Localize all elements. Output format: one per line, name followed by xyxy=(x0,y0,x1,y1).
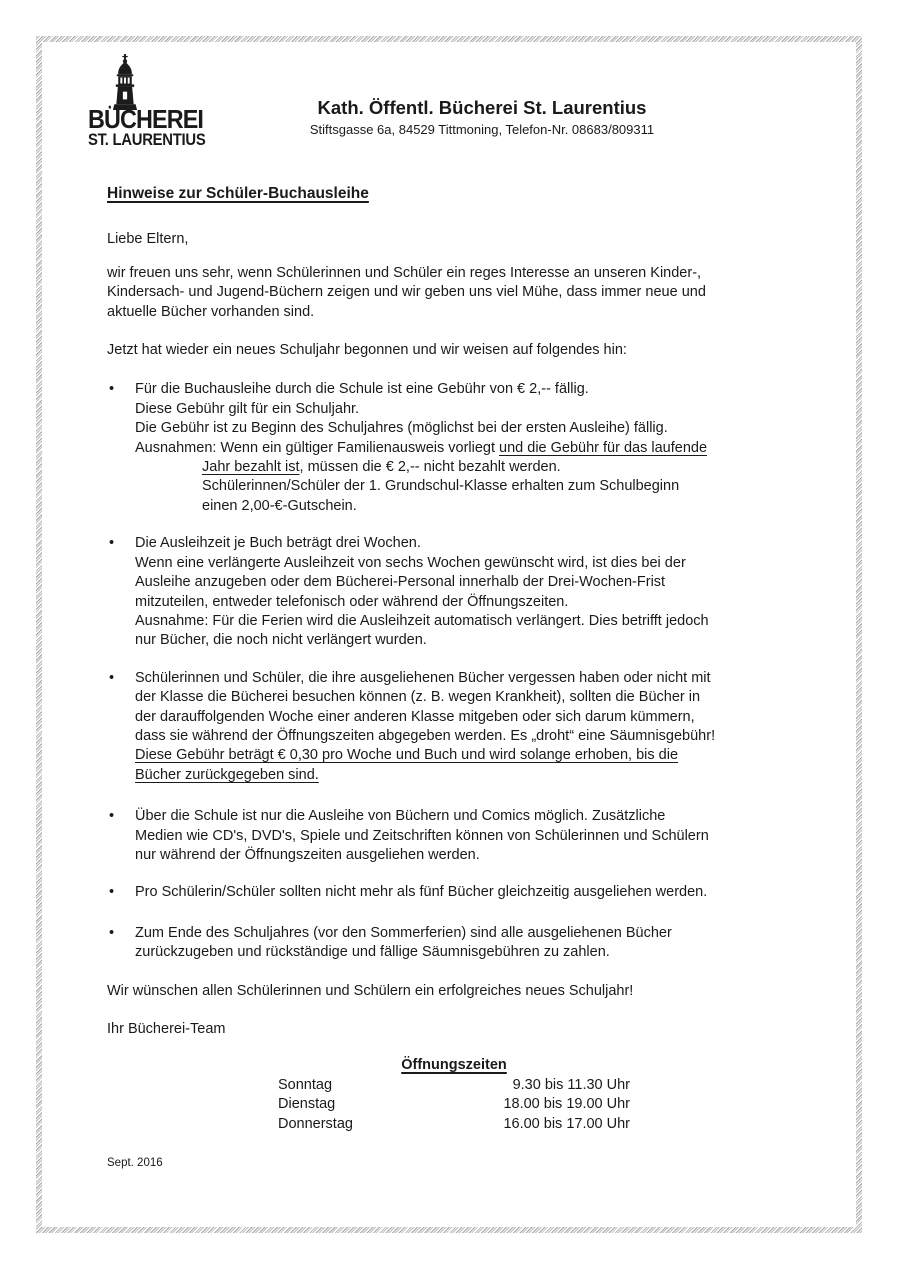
underlined-text: und die Gebühr für das laufende xyxy=(499,439,708,456)
text-run: wir freuen uns sehr, wenn Schülerinnen und Schüler ein reges Interesse an unseren Kinder-, xyxy=(107,264,702,281)
text-run: Jetzt hat wieder ein neues Schuljahr begonnen und wir weisen auf folgendes hin: xyxy=(107,342,627,359)
text-run: Schülerinnen und Schüler, die ihre ausgeliehenen Bücher vergessen haben oder nicht mit xyxy=(135,669,711,686)
text-run: , müssen die € 2,-- nicht bezahlt werden. xyxy=(299,459,561,476)
hours-day: Dienstag xyxy=(278,1096,336,1113)
opening-hours-title: Öffnungszeiten xyxy=(401,1057,507,1074)
underlined-text: Bücher zurückgegeben sind. xyxy=(135,766,319,783)
library-address: Stiftsgasse 6a, 84529 Tittmoning, Telefon-Nr. 08683/809311 xyxy=(309,122,655,137)
text-line xyxy=(202,477,807,496)
text-run: Die Gebühr ist zu Beginn des Schuljahres (möglichst bei der ersten Ausleihe) fällig. xyxy=(135,420,668,437)
text-line xyxy=(107,230,807,249)
text-line xyxy=(135,554,807,573)
hours-time: 18.00 bis 19.00 Uhr xyxy=(503,1096,630,1113)
text-line xyxy=(135,827,807,846)
text-run: der darauffolgenden Woche einer anderen Klasse mitgeben oder sich darum kümmern, xyxy=(135,708,695,725)
text-run: nur Bücher, die noch nicht verlängert wurden. xyxy=(135,632,427,649)
text-line xyxy=(107,283,807,302)
paragraph xyxy=(107,230,807,249)
text-run: Liebe Eltern, xyxy=(107,231,189,248)
letter-body xyxy=(107,184,807,1173)
text-line xyxy=(135,883,807,902)
bullet-text xyxy=(135,807,807,865)
text-run: Kindersach- und Jugend-Büchern zeigen und wir geben uns viel Mühe, dass immer neue und xyxy=(107,284,706,301)
text-line xyxy=(135,943,807,962)
paragraph xyxy=(107,341,807,360)
bullet-marker: • xyxy=(109,669,115,686)
hours-time: 9.30 bis 11.30 Uhr xyxy=(512,1076,630,1093)
text-line xyxy=(135,419,807,438)
text-run: einen 2,00-€-Gutschein. xyxy=(202,497,357,514)
text-line xyxy=(135,534,807,553)
text-run: Die Ausleihzeit je Buch beträgt drei Wochen. xyxy=(135,535,421,552)
opening-hours xyxy=(278,1056,630,1134)
text-run: mitzuteilen, entweder telefonisch oder während der Öffnungszeiten. xyxy=(135,593,569,610)
text-line xyxy=(107,264,807,283)
text-run: Zum Ende des Schuljahres (vor den Sommerferien) sind alle ausgeliehenen Bücher xyxy=(135,924,672,941)
bullet-marker: • xyxy=(109,884,115,901)
bullet-item xyxy=(107,807,807,865)
text-run: nur während der Öffnungszeiten ausgeliehen werden. xyxy=(135,846,480,863)
library-logo xyxy=(88,54,248,149)
text-line xyxy=(135,573,807,592)
paragraph xyxy=(107,264,807,322)
hours-rows xyxy=(278,1076,630,1134)
bullet-item xyxy=(107,924,807,963)
library-title: Kath. Öffentl. Bücherei St. Laurentius xyxy=(317,97,647,118)
text-run: Wir wünschen allen Schülerinnen und Schülern ein erfolgreiches neues Schuljahr! xyxy=(107,982,634,999)
text-line xyxy=(135,612,807,631)
text-line xyxy=(107,341,807,360)
bullet-text xyxy=(135,380,807,516)
hours-row xyxy=(278,1076,630,1095)
hours-time: 16.00 bis 17.00 Uhr xyxy=(503,1115,630,1132)
bullet-text xyxy=(135,534,807,650)
text-line xyxy=(135,400,807,419)
text-line xyxy=(202,458,807,477)
text-line xyxy=(107,982,807,1001)
text-run: Medien wie CD's, DVD's, Spiele und Zeitschriften können von Schülerinnen und Schülern xyxy=(135,827,709,844)
text-run: Ausnahmen: Wenn ein gültiger Familienausweis vorliegt xyxy=(135,439,500,456)
text-line xyxy=(135,766,807,785)
letter-heading: Hinweise zur Schüler-Buchausleihe xyxy=(107,185,369,202)
text-run: Diese Gebühr gilt für ein Schuljahr. xyxy=(135,400,360,417)
bullet-item xyxy=(107,883,807,902)
bullet-marker: • xyxy=(109,924,115,941)
text-line xyxy=(135,727,807,746)
underlined-text: Jahr bezahlt ist xyxy=(202,459,300,476)
text-line xyxy=(135,846,807,865)
text-run: Pro Schülerin/Schüler sollten nicht mehr als fünf Bücher gleichzeitig ausgeliehen werden. xyxy=(135,884,708,901)
hours-day: Sonntag xyxy=(278,1076,333,1093)
text-line xyxy=(135,380,807,399)
document-blocks xyxy=(107,230,807,1039)
logo-text-line1: BÜCHEREI xyxy=(88,104,204,134)
text-run: dass sie während der Öffnungszeiten abgegeben werden. Es „droht“ eine Säumnisgebühr! xyxy=(135,727,716,744)
church-tower-icon xyxy=(104,54,146,110)
text-run: Über die Schule ist nur die Ausleihe von Büchern und Comics möglich. Zusätzliche xyxy=(135,808,666,825)
text-line xyxy=(135,631,807,650)
text-line xyxy=(202,497,807,516)
text-line xyxy=(135,439,807,458)
text-run: zurückzugeben und rückständige und fällige Säumnisgebühren zu zahlen. xyxy=(135,944,610,961)
paragraph xyxy=(107,982,807,1001)
bullet-marker: • xyxy=(109,808,115,825)
text-run: Ausleihe anzugeben oder dem Bücherei-Personal innerhalb der Drei-Wochen-Frist xyxy=(135,574,666,591)
text-line xyxy=(135,746,807,765)
bullet-marker: • xyxy=(109,381,115,398)
text-line xyxy=(107,303,807,322)
hours-day: Donnerstag xyxy=(278,1115,353,1132)
bullet-item xyxy=(107,669,807,785)
text-run: Schülerinnen/Schüler der 1. Grundschul-Klasse erhalten zum Schulbeginn xyxy=(202,478,680,495)
text-line xyxy=(107,1020,807,1039)
text-line xyxy=(135,807,807,826)
bullet-item xyxy=(107,534,807,650)
bullet-text xyxy=(135,669,807,785)
bullet-marker: • xyxy=(109,535,115,552)
text-run: Ausnahme: Für die Ferien wird die Ausleihzeit automatisch verlängert. Dies betrifft jedoch xyxy=(135,612,709,629)
bullet-text xyxy=(135,883,807,902)
text-run: Für die Buchausleihe durch die Schule ist eine Gebühr von € 2,-- fällig. xyxy=(135,381,589,398)
text-line xyxy=(135,593,807,612)
hours-row xyxy=(278,1115,630,1134)
underlined-text: Diese Gebühr beträgt € 0,30 pro Woche und Buch und wird solange erhoben, bis die xyxy=(135,747,679,764)
text-line xyxy=(135,669,807,688)
text-run: der Klasse die Bücherei besuchen können (z. B. wegen Krankheit), sollten die Bücher in xyxy=(135,689,701,706)
text-line xyxy=(135,688,807,707)
paragraph xyxy=(107,1020,807,1039)
text-run: aktuelle Bücher vorhanden sind. xyxy=(107,303,315,320)
hours-row xyxy=(278,1095,630,1114)
text-line xyxy=(135,924,807,943)
logo-text-line2: ST. LAURENTIUS xyxy=(88,131,206,149)
text-line xyxy=(135,708,807,727)
text-run: Wenn eine verlängerte Ausleihzeit von sechs Wochen gewünscht wird, ist dies bei der xyxy=(135,554,686,571)
text-run: Ihr Bücherei-Team xyxy=(107,1021,226,1037)
bullet-item xyxy=(107,380,807,516)
date-stamp: Sept. 2016 xyxy=(107,1157,163,1170)
bullet-text xyxy=(135,924,807,963)
letterhead xyxy=(278,97,686,139)
